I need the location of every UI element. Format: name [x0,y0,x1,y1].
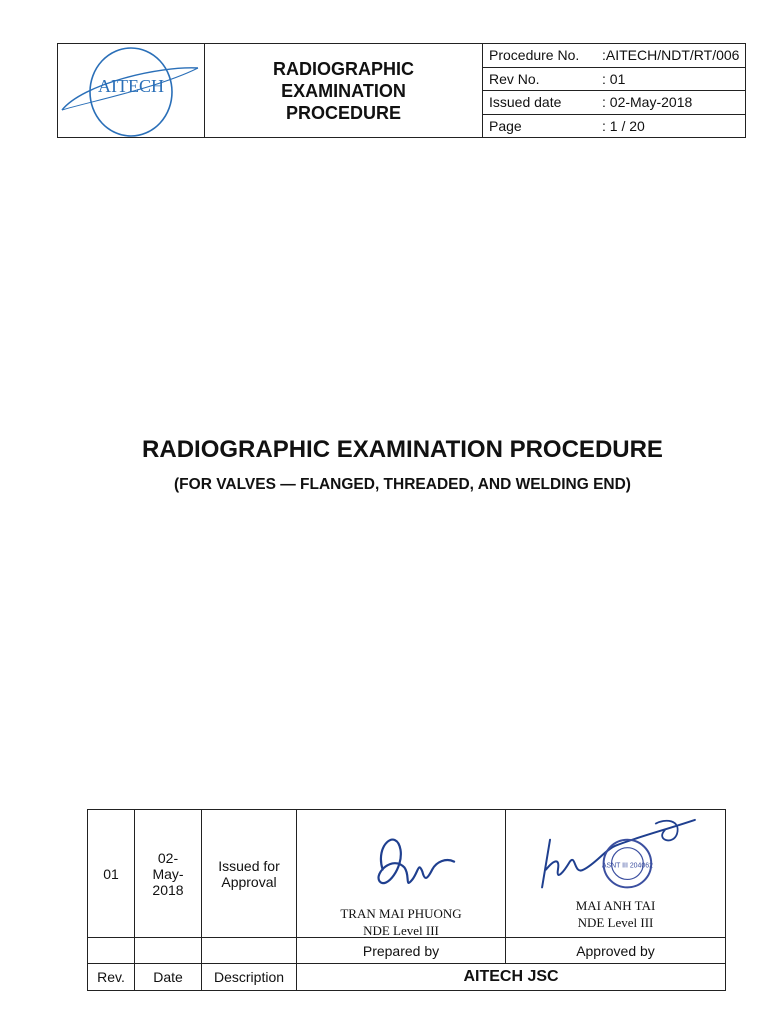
meta-value: : 01 [602,70,626,87]
prepared-signature-cell [297,810,506,938]
meta-rev-no [483,68,745,92]
meta-value: : 1 / 20 [602,117,645,134]
meta-key: Rev No. [489,70,540,87]
meta-key: Issued date [489,94,562,111]
meta-page [483,115,745,138]
header-title: RADIOGRAPHIC EXAMINATION PROCEDURE [272,58,414,123]
description-value: Issued for Approval [202,810,297,938]
meta-key: Procedure No. [489,47,580,64]
date-value: 02- May- 2018 [135,810,202,938]
company-name: AITECH JSC [297,964,726,991]
document-subtitle: (FOR VALVES — FLANGED, THREADED, AND WELDING END) [174,476,631,493]
approved-level: NDE Level III [577,915,654,930]
approved-signature-cell [506,810,726,938]
document-header [57,43,746,138]
prepared-level: NDE Level III [363,923,439,938]
approved-by-label: Approved by [506,938,726,964]
rev-value: 01 [88,810,135,938]
description-header: Description [202,964,297,991]
logo-text: AITECH [98,76,164,96]
approved-name: MAI ANH TAI [575,898,656,913]
approved-stamp: ASNT III 204062 [601,862,653,870]
date-header: Date [135,964,202,991]
header-title-cell [205,44,483,137]
meta-issued-date [483,91,745,115]
meta-key: Page [489,117,522,134]
aitech-logo [58,44,204,139]
logo-cell [58,44,205,137]
meta-value: :AITECH/NDT/RT/006 [602,47,740,64]
meta-value: : 02-May-2018 [602,94,693,111]
header-meta [483,44,745,137]
revision-table [87,809,726,991]
rev-header: Rev. [88,964,135,991]
document-title: RADIOGRAPHIC EXAMINATION PROCEDURE [142,436,663,463]
meta-procedure-no [483,44,745,68]
prepared-name: TRAN MAI PHUONG [340,906,462,921]
prepared-by-label: Prepared by [297,938,506,964]
